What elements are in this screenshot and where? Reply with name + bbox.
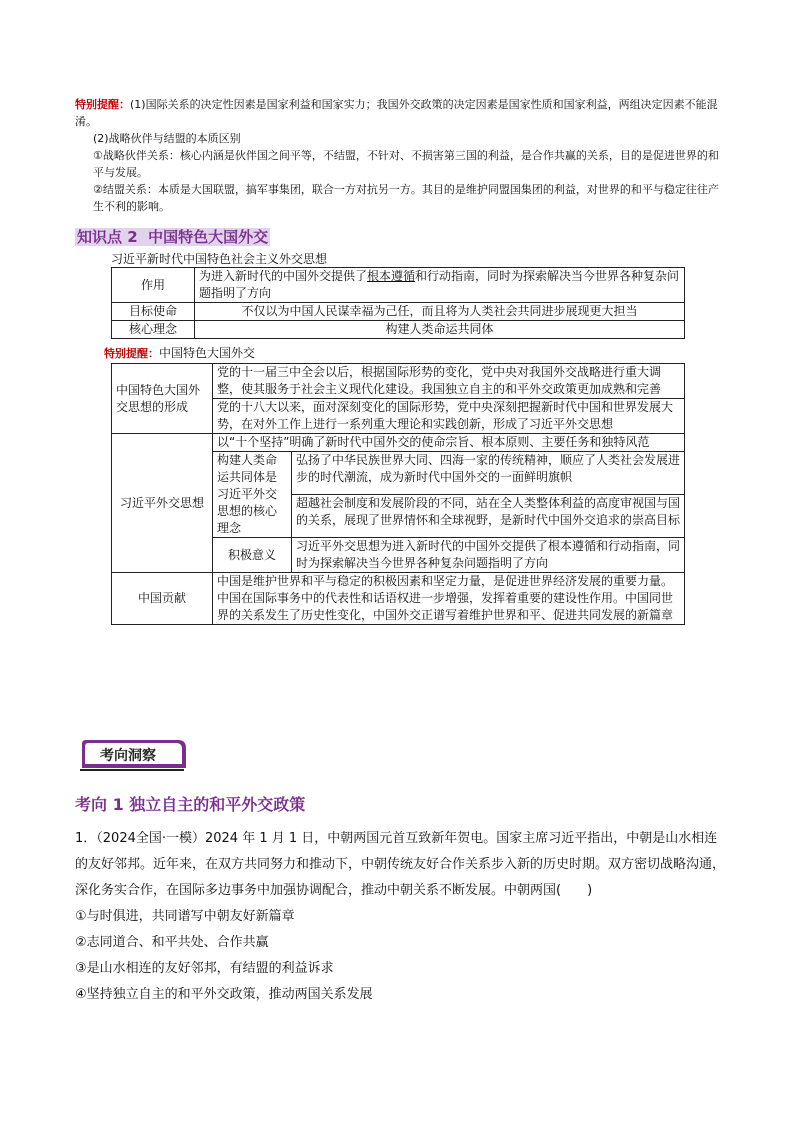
- note-paragraph: (2)战略伙伴与结盟的本质区别: [93, 132, 241, 145]
- row-label: 目标使命: [112, 303, 195, 321]
- row-content: 弘扬了中华民族世界大同、四海一家的传统精神，顺应了人类社会发展进步的时代潮流，成为新时代中国外交的一面鲜明旗帜: [292, 452, 685, 495]
- row-content: 超越社会制度和发展阶段的不同，站在全人类整体利益的高度审视国与国的关系，展现了世界情怀和全球视野，是新时代中国外交追求的崇高目标: [292, 495, 685, 538]
- question-block: [75, 826, 725, 1008]
- section-badge: [78, 738, 188, 772]
- row-content: 党的十一届三中全会以后，根据国际形势的变化，党中央对我国外交战略进行重大调整，使其服务于社会主义现代化建设。我国独立自主的和平外交政策更加成熟和完善: [213, 364, 685, 399]
- row-content: 不仅以为中国人民谋幸福为己任，而且将为人类社会共同进步展现更大担当: [195, 303, 685, 321]
- option-item: ③是山水相连的友好邻邦，有结盟的利益诉求: [75, 961, 334, 976]
- table-row: [112, 364, 685, 399]
- row-label: 作用: [112, 268, 195, 303]
- row-content: 构建人类命运共同体: [195, 321, 685, 339]
- row-content: 习近平外交思想为进入新时代的中国外交提供了根本遵循和行动指南，同时为探索解决当今世界各种复杂问题指明了方向: [292, 538, 685, 573]
- special-reminder-note: [75, 96, 725, 215]
- direction-title: 考向 1 独立自主的和平外交政策: [75, 795, 306, 814]
- knowledge-point-title: 知识点 2 中国特色大国外交: [77, 228, 269, 246]
- row-label: 核心理念: [112, 321, 195, 339]
- row-label: 中国贡献: [112, 573, 213, 625]
- reminder-label: 特别提醒：: [104, 347, 159, 360]
- sub-label: 构建人类命运共同体是习近平外交思想的核心理念: [213, 452, 292, 538]
- row-content: 以“十个坚持”明确了新时代中国外交的使命宗旨、根本原则、主要任务和独特风范: [213, 434, 685, 452]
- sub-label: 积极意义: [213, 538, 292, 573]
- table-row: [112, 268, 685, 303]
- row-content: 为进入新时代的中国外交提供了根本遵循和行动指南，同时为探索解决当今世界各种复杂问题指明了方向: [195, 268, 685, 303]
- note-paragraph: ②结盟关系：本质是大国联盟，搞军事集团，联合一方对抗另一方。其目的是维护同盟国集团的利益，对世界的和平与稳定往往产生不利的影响。: [93, 183, 719, 213]
- row-label: 习近平外交思想: [112, 434, 213, 573]
- badge-label: 考向洞察: [100, 748, 156, 764]
- question-stem: 1．（2024全国·一模）2024 年 1 月 1 日，中朝两国元首互致新年贺电。国家主席习近平指出，中朝是山水相连的友好邻邦。近年来，在双方共同努力和推动下，中朝传统友好合作关系步入新的历史时期。双方密切战略沟通，深化务实合作，在国际多边事务中加强协调配合，推动中朝关系不断发展。中朝两国( ): [75, 831, 726, 898]
- row-label: 中国特色大国外交思想的形成: [112, 364, 213, 434]
- diplomacy-thought-table: [111, 267, 685, 339]
- table-row: [112, 321, 685, 339]
- option-item: ①与时俱进，共同谱写中朝友好新篇章: [75, 909, 295, 924]
- table-row: [112, 303, 685, 321]
- special-reminder-note-2: 特别提醒：中国特色大国外交: [104, 346, 256, 360]
- option-item: ④坚持独立自主的和平外交政策，推动两国关系发展: [75, 987, 373, 1002]
- table-row: [112, 573, 685, 625]
- row-content: 中国是维护世界和平与稳定的积极因素和坚定力量，是促进世界经济发展的重要力量。中国在国际事务中的代表性和话语权进一步增强，发挥着重要的建设性作用。中国同世界的关系发生了历史性变化，中国外交正谱写着维护世界和平、促进共同发展的新篇章: [213, 573, 685, 625]
- reminder-label: 特别提醒：: [75, 98, 130, 111]
- note-paragraph: ①战略伙伴关系：核心内涵是伙伴国之间平等，不结盟，不针对、不损害第三国的利益，是合作共赢的关系，目的是促进世界的和平与发展。: [93, 149, 719, 179]
- option-item: ②志同道合、和平共处、合作共赢: [75, 935, 269, 950]
- major-country-diplomacy-table: [111, 363, 685, 625]
- note-paragraph: 特别提醒：(1)国际关系的决定性因素是国家利益和国家实力；我国外交政策的决定因素是国家性质和国家利益，两组决定因素不能混淆。: [75, 98, 718, 128]
- table-row: [112, 434, 685, 452]
- row-content: 党的十八大以来，面对深刻变化的国际形势，党中央深刻把握新时代中国和世界发展大势，在对外工作上进行一系列重大理论和实践创新，形成了习近平外交思想: [213, 399, 685, 434]
- table-caption: 习近平新时代中国特色社会主义外交思想: [111, 252, 328, 266]
